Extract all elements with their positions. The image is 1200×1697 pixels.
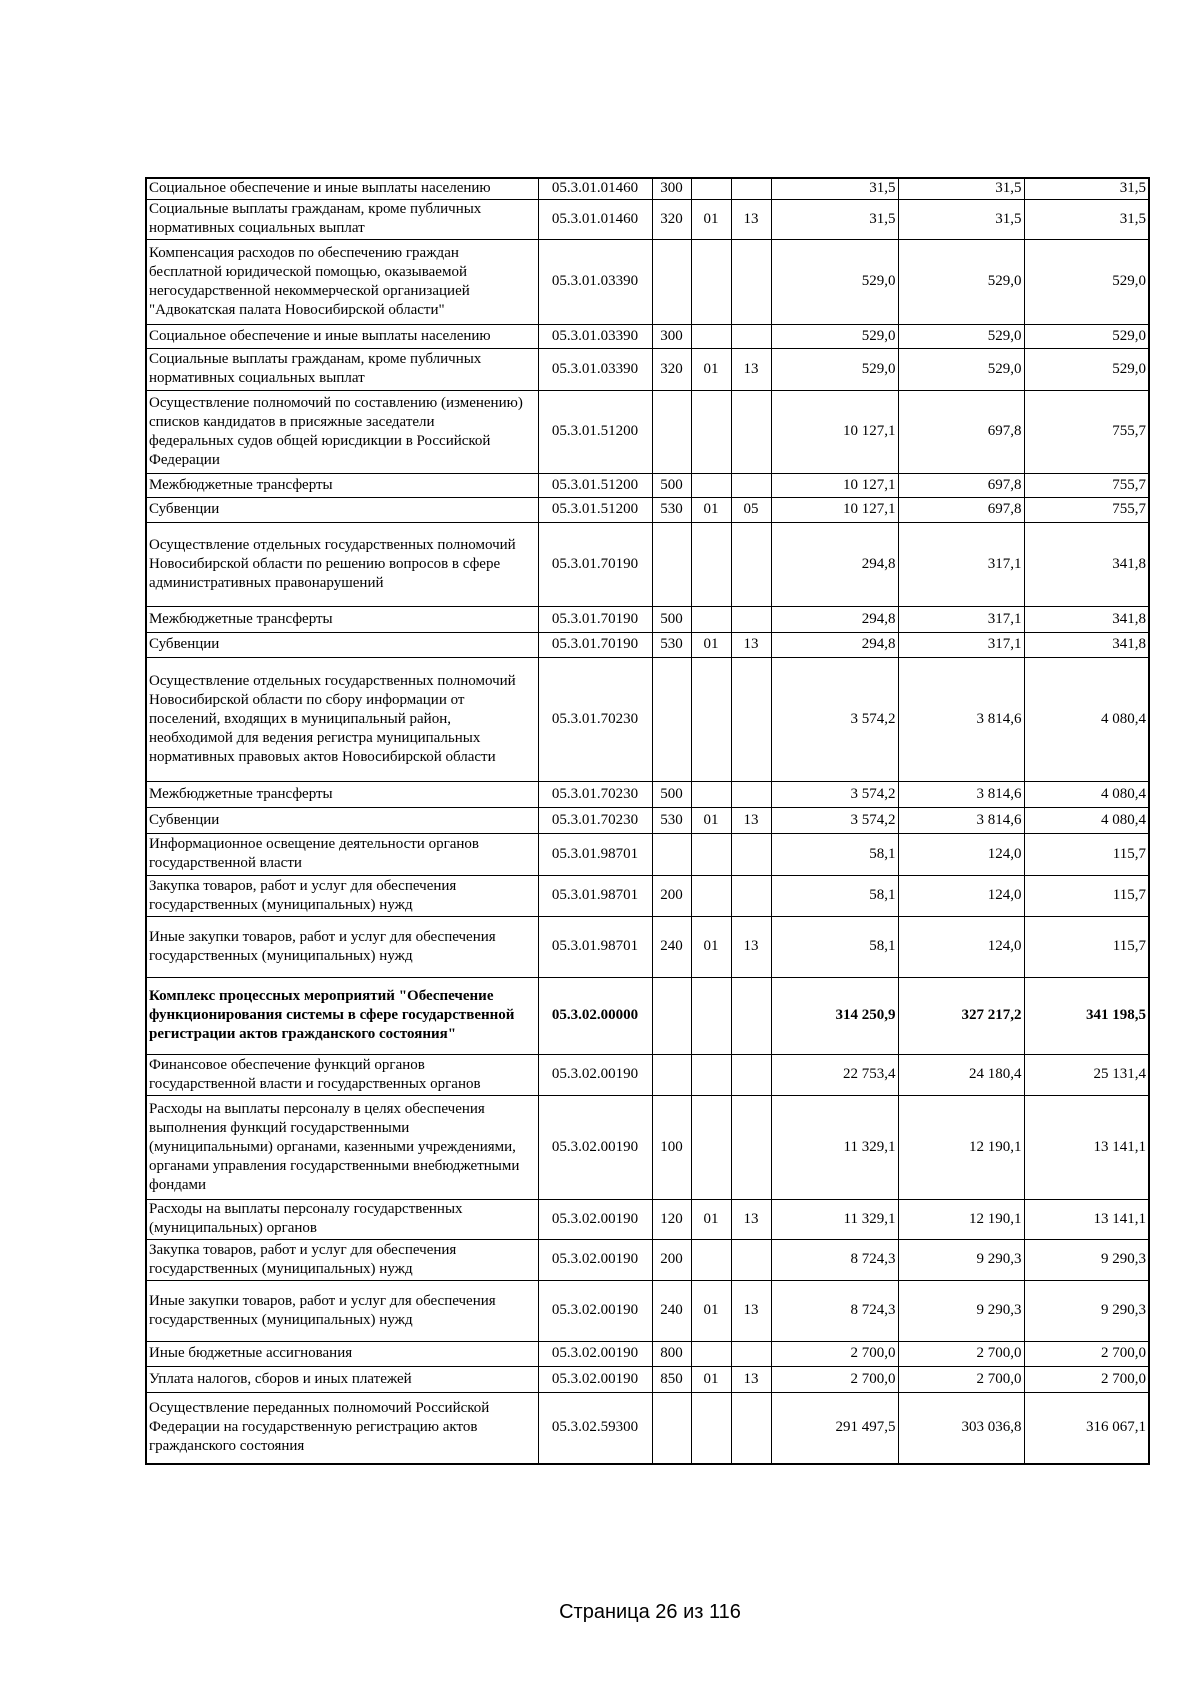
amount-year-2: 529,0	[898, 239, 1024, 324]
table-row	[146, 522, 1149, 606]
amount-year-1: 3 574,2	[771, 657, 898, 781]
amount-year-3: 755,7	[1024, 497, 1149, 522]
table-row	[146, 348, 1149, 390]
amount-year-1: 11 329,1	[771, 1199, 898, 1239]
section-code	[691, 178, 731, 199]
amount-year-2: 697,8	[898, 473, 1024, 497]
subsection-code	[731, 977, 771, 1054]
amount-year-3: 115,7	[1024, 916, 1149, 977]
amount-year-2: 3 814,6	[898, 807, 1024, 833]
amount-year-1: 31,5	[771, 199, 898, 239]
expense-type-code: 320	[652, 199, 691, 239]
amount-year-1: 291 497,5	[771, 1392, 898, 1464]
amount-year-1: 529,0	[771, 239, 898, 324]
subsection-code: 13	[731, 1366, 771, 1392]
row-name: Социальные выплаты гражданам, кроме публичных нормативных социальных выплат	[146, 348, 538, 390]
target-article-code: 05.3.01.03390	[538, 348, 652, 390]
target-article-code: 05.3.02.00190	[538, 1095, 652, 1199]
subsection-code	[731, 178, 771, 199]
table-row	[146, 833, 1149, 875]
subsection-code: 13	[731, 199, 771, 239]
expense-type-code	[652, 1392, 691, 1464]
table-row	[146, 1341, 1149, 1366]
expense-type-code	[652, 522, 691, 606]
section-code: 01	[691, 1199, 731, 1239]
target-article-code: 05.3.01.70230	[538, 657, 652, 781]
subsection-code	[731, 833, 771, 875]
row-name: Социальные выплаты гражданам, кроме публичных нормативных социальных выплат	[146, 199, 538, 239]
row-name: Межбюджетные трансферты	[146, 781, 538, 807]
amount-year-3: 755,7	[1024, 390, 1149, 473]
subsection-code: 13	[731, 632, 771, 657]
expense-type-code: 300	[652, 324, 691, 348]
amount-year-2: 327 217,2	[898, 977, 1024, 1054]
expense-type-code: 100	[652, 1095, 691, 1199]
section-code	[691, 1095, 731, 1199]
target-article-code: 05.3.02.00190	[538, 1280, 652, 1341]
amount-year-2: 3 814,6	[898, 781, 1024, 807]
target-article-code: 05.3.01.03390	[538, 324, 652, 348]
table-row	[146, 473, 1149, 497]
section-code	[691, 606, 731, 632]
expense-type-code	[652, 833, 691, 875]
section-code: 01	[691, 807, 731, 833]
row-name: Расходы на выплаты персоналу государственных (муниципальных) органов	[146, 1199, 538, 1239]
target-article-code: 05.3.01.70230	[538, 781, 652, 807]
amount-year-1: 8 724,3	[771, 1280, 898, 1341]
subsection-code	[731, 1392, 771, 1464]
amount-year-1: 10 127,1	[771, 473, 898, 497]
amount-year-2: 124,0	[898, 833, 1024, 875]
section-code: 01	[691, 497, 731, 522]
expense-type-code: 500	[652, 473, 691, 497]
amount-year-1: 294,8	[771, 606, 898, 632]
amount-year-3: 31,5	[1024, 199, 1149, 239]
row-name: Иные закупки товаров, работ и услуг для обеспечения государственных (муниципальных) нужд	[146, 1280, 538, 1341]
target-article-code: 05.3.02.00000	[538, 977, 652, 1054]
amount-year-1: 10 127,1	[771, 497, 898, 522]
section-code: 01	[691, 1280, 731, 1341]
amount-year-2: 9 290,3	[898, 1280, 1024, 1341]
row-name: Иные бюджетные ассигнования	[146, 1341, 538, 1366]
section-code: 01	[691, 632, 731, 657]
amount-year-1: 2 700,0	[771, 1341, 898, 1366]
subsection-code	[731, 473, 771, 497]
expense-type-code: 500	[652, 781, 691, 807]
amount-year-2: 31,5	[898, 178, 1024, 199]
section-code	[691, 977, 731, 1054]
amount-year-2: 12 190,1	[898, 1095, 1024, 1199]
row-name: Иные закупки товаров, работ и услуг для обеспечения государственных (муниципальных) нужд	[146, 916, 538, 977]
subsection-code	[731, 606, 771, 632]
table-row	[146, 1366, 1149, 1392]
row-name: Межбюджетные трансферты	[146, 473, 538, 497]
table-row	[146, 632, 1149, 657]
subsection-code: 13	[731, 807, 771, 833]
amount-year-2: 697,8	[898, 497, 1024, 522]
program-heading-row	[146, 977, 1149, 1054]
row-name: Закупка товаров, работ и услуг для обеспечения государственных (муниципальных) нужд	[146, 1239, 538, 1280]
target-article-code: 05.3.01.03390	[538, 239, 652, 324]
target-article-code: 05.3.01.01460	[538, 199, 652, 239]
budget-table	[145, 177, 1150, 1465]
table-row	[146, 1392, 1149, 1464]
section-code	[691, 1239, 731, 1280]
subsection-code: 13	[731, 1199, 771, 1239]
subsection-code	[731, 657, 771, 781]
amount-year-3: 4 080,4	[1024, 657, 1149, 781]
row-name: Осуществление переданных полномочий Российской Федерации на государственную регистрацию актов гражданского состояния	[146, 1392, 538, 1464]
row-name: Закупка товаров, работ и услуг для обеспечения государственных (муниципальных) нужд	[146, 875, 538, 916]
subsection-code	[731, 390, 771, 473]
expense-type-code	[652, 977, 691, 1054]
amount-year-1: 294,8	[771, 632, 898, 657]
expense-type-code: 200	[652, 1239, 691, 1280]
table-row	[146, 1054, 1149, 1095]
amount-year-1: 22 753,4	[771, 1054, 898, 1095]
amount-year-3: 2 700,0	[1024, 1366, 1149, 1392]
amount-year-3: 115,7	[1024, 875, 1149, 916]
expense-type-code: 320	[652, 348, 691, 390]
amount-year-3: 529,0	[1024, 239, 1149, 324]
expense-type-code	[652, 390, 691, 473]
target-article-code: 05.3.01.70190	[538, 522, 652, 606]
amount-year-3: 341 198,5	[1024, 977, 1149, 1054]
row-name: Осуществление отдельных государственных полномочий Новосибирской области по решению вопросов в сфере административных правонарушений	[146, 522, 538, 606]
target-article-code: 05.3.01.70190	[538, 606, 652, 632]
amount-year-2: 529,0	[898, 324, 1024, 348]
section-code	[691, 781, 731, 807]
amount-year-2: 697,8	[898, 390, 1024, 473]
section-code: 01	[691, 348, 731, 390]
row-name: Расходы на выплаты персоналу в целях обеспечения выполнения функций государственными (муниципальными) органами, казенными учреждениями, органами управления государственными внебюджетными фондами	[146, 1095, 538, 1199]
amount-year-3: 2 700,0	[1024, 1341, 1149, 1366]
amount-year-3: 13 141,1	[1024, 1199, 1149, 1239]
table-row	[146, 1280, 1149, 1341]
amount-year-1: 11 329,1	[771, 1095, 898, 1199]
amount-year-2: 529,0	[898, 348, 1024, 390]
amount-year-2: 31,5	[898, 199, 1024, 239]
target-article-code: 05.3.01.98701	[538, 875, 652, 916]
expense-type-code: 300	[652, 178, 691, 199]
section-code: 01	[691, 916, 731, 977]
amount-year-3: 4 080,4	[1024, 781, 1149, 807]
expense-type-code: 530	[652, 632, 691, 657]
expense-type-code	[652, 657, 691, 781]
section-code	[691, 1341, 731, 1366]
row-name: Социальное обеспечение и иные выплаты населению	[146, 178, 538, 199]
amount-year-1: 8 724,3	[771, 1239, 898, 1280]
table-row	[146, 1239, 1149, 1280]
section-code	[691, 1392, 731, 1464]
amount-year-3: 529,0	[1024, 324, 1149, 348]
row-name: Финансовое обеспечение функций органов государственной власти и государственных органов	[146, 1054, 538, 1095]
target-article-code: 05.3.01.70190	[538, 632, 652, 657]
expense-type-code: 240	[652, 1280, 691, 1341]
section-code: 01	[691, 1366, 731, 1392]
amount-year-2: 317,1	[898, 632, 1024, 657]
expense-type-code: 800	[652, 1341, 691, 1366]
row-name: Информационное освещение деятельности органов государственной власти	[146, 833, 538, 875]
target-article-code: 05.3.01.51200	[538, 390, 652, 473]
amount-year-3: 755,7	[1024, 473, 1149, 497]
table-row	[146, 390, 1149, 473]
amount-year-3: 9 290,3	[1024, 1239, 1149, 1280]
section-code: 01	[691, 199, 731, 239]
amount-year-1: 58,1	[771, 875, 898, 916]
expense-type-code: 530	[652, 497, 691, 522]
row-name: Субвенции	[146, 497, 538, 522]
row-name: Осуществление отдельных государственных полномочий Новосибирской области по сбору информации от поселений, входящих в муниципальный район, необходимой для ведения регистра муниципальных нормативных правовых актов Новосибирской области	[146, 657, 538, 781]
amount-year-1: 3 574,2	[771, 807, 898, 833]
amount-year-1: 31,5	[771, 178, 898, 199]
amount-year-3: 13 141,1	[1024, 1095, 1149, 1199]
table-row	[146, 781, 1149, 807]
subsection-code	[731, 1239, 771, 1280]
section-code	[691, 239, 731, 324]
subsection-code	[731, 522, 771, 606]
target-article-code: 05.3.02.59300	[538, 1392, 652, 1464]
table-row	[146, 875, 1149, 916]
amount-year-2: 24 180,4	[898, 1054, 1024, 1095]
section-code	[691, 473, 731, 497]
section-code	[691, 390, 731, 473]
amount-year-1: 529,0	[771, 348, 898, 390]
row-name: Компенсация расходов по обеспечению граждан бесплатной юридической помощью, оказываемой негосударственной некоммерческой организацией "Адвокатская палата Новосибирской области"	[146, 239, 538, 324]
subsection-code	[731, 239, 771, 324]
amount-year-3: 25 131,4	[1024, 1054, 1149, 1095]
subsection-code: 13	[731, 348, 771, 390]
amount-year-1: 314 250,9	[771, 977, 898, 1054]
subsection-code: 13	[731, 916, 771, 977]
target-article-code: 05.3.01.01460	[538, 178, 652, 199]
expense-type-code: 200	[652, 875, 691, 916]
amount-year-2: 317,1	[898, 606, 1024, 632]
target-article-code: 05.3.02.00190	[538, 1341, 652, 1366]
amount-year-2: 2 700,0	[898, 1341, 1024, 1366]
row-name: Субвенции	[146, 632, 538, 657]
subsection-code: 13	[731, 1280, 771, 1341]
table-row	[146, 1199, 1149, 1239]
target-article-code: 05.3.01.70230	[538, 807, 652, 833]
section-code	[691, 324, 731, 348]
expense-type-code: 530	[652, 807, 691, 833]
amount-year-1: 294,8	[771, 522, 898, 606]
table-row	[146, 239, 1149, 324]
table-row	[146, 606, 1149, 632]
amount-year-1: 529,0	[771, 324, 898, 348]
table-row	[146, 1095, 1149, 1199]
page-number: Страница 26 из 116	[559, 1601, 741, 1623]
amount-year-3: 115,7	[1024, 833, 1149, 875]
expense-type-code: 240	[652, 916, 691, 977]
amount-year-3: 341,8	[1024, 632, 1149, 657]
expense-type-code: 850	[652, 1366, 691, 1392]
section-code	[691, 833, 731, 875]
amount-year-3: 529,0	[1024, 348, 1149, 390]
subsection-code	[731, 1054, 771, 1095]
section-code	[691, 875, 731, 916]
amount-year-3: 341,8	[1024, 606, 1149, 632]
expense-type-code: 500	[652, 606, 691, 632]
amount-year-1: 10 127,1	[771, 390, 898, 473]
table-row	[146, 178, 1149, 199]
table-row	[146, 324, 1149, 348]
subsection-code	[731, 324, 771, 348]
table-row	[146, 199, 1149, 239]
expense-type-code	[652, 239, 691, 324]
amount-year-3: 9 290,3	[1024, 1280, 1149, 1341]
row-name: Межбюджетные трансферты	[146, 606, 538, 632]
amount-year-2: 124,0	[898, 875, 1024, 916]
section-code	[691, 657, 731, 781]
subsection-code	[731, 781, 771, 807]
table-row	[146, 916, 1149, 977]
section-code	[691, 522, 731, 606]
subsection-code: 05	[731, 497, 771, 522]
row-name: Социальное обеспечение и иные выплаты населению	[146, 324, 538, 348]
target-article-code: 05.3.02.00190	[538, 1054, 652, 1095]
target-article-code: 05.3.01.98701	[538, 833, 652, 875]
amount-year-2: 9 290,3	[898, 1239, 1024, 1280]
row-name: Уплата налогов, сборов и иных платежей	[146, 1366, 538, 1392]
target-article-code: 05.3.02.00190	[538, 1366, 652, 1392]
expense-type-code: 120	[652, 1199, 691, 1239]
subsection-code	[731, 1095, 771, 1199]
amount-year-1: 58,1	[771, 916, 898, 977]
target-article-code: 05.3.02.00190	[538, 1199, 652, 1239]
subsection-code	[731, 1341, 771, 1366]
amount-year-3: 341,8	[1024, 522, 1149, 606]
table-row	[146, 657, 1149, 781]
amount-year-1: 2 700,0	[771, 1366, 898, 1392]
amount-year-2: 12 190,1	[898, 1199, 1024, 1239]
target-article-code: 05.3.01.98701	[538, 916, 652, 977]
section-code	[691, 1054, 731, 1095]
amount-year-1: 58,1	[771, 833, 898, 875]
subsection-code	[731, 875, 771, 916]
amount-year-2: 3 814,6	[898, 657, 1024, 781]
target-article-code: 05.3.01.51200	[538, 497, 652, 522]
target-article-code: 05.3.02.00190	[538, 1239, 652, 1280]
amount-year-1: 3 574,2	[771, 781, 898, 807]
table-row	[146, 807, 1149, 833]
amount-year-2: 317,1	[898, 522, 1024, 606]
row-name: Комплекс процессных мероприятий "Обеспечение функционирования системы в сфере государственной регистрации актов гражданского состояния"	[146, 977, 538, 1054]
amount-year-3: 316 067,1	[1024, 1392, 1149, 1464]
amount-year-2: 303 036,8	[898, 1392, 1024, 1464]
amount-year-2: 2 700,0	[898, 1366, 1024, 1392]
budget-table-body	[146, 178, 1149, 1464]
row-name: Осуществление полномочий по составлению (изменению) списков кандидатов в присяжные заседатели федеральных судов общей юрисдикции в Российской Федерации	[146, 390, 538, 473]
amount-year-2: 124,0	[898, 916, 1024, 977]
amount-year-3: 4 080,4	[1024, 807, 1149, 833]
amount-year-3: 31,5	[1024, 178, 1149, 199]
target-article-code: 05.3.01.51200	[538, 473, 652, 497]
expense-type-code	[652, 1054, 691, 1095]
table-row	[146, 497, 1149, 522]
row-name: Субвенции	[146, 807, 538, 833]
